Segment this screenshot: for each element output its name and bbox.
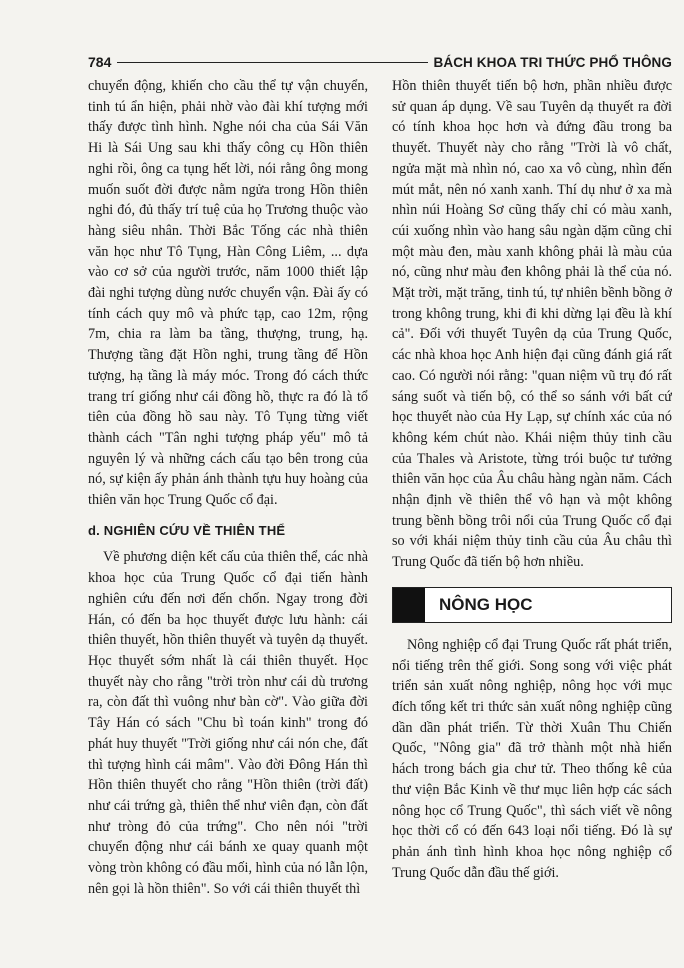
section-heading-box: [392, 587, 672, 623]
page-header: [88, 52, 672, 72]
paragraph: chuyển động, khiến cho cầu thể tự vận chuyển, tinh tú ẩn hiện, phải nhờ vào đài khí tượng mới thấy được tình hình. Nghe nói cha của Sái Văn Hi là Sái Ung sau khi thấy công cụ Hồn thiên nghi rồi, ông ca tụng hết lời, nói rằng ông mong muốn suốt đời được nằm ngửa trong Hồn thiên nghi đó, đủ thấy trí tuệ của họ Trương thuộc vào hàng siêu nhân. Thời Bắc Tống các nhà thiên văn học như Tô Tụng, Hàn Công Liêm, ... dựa vào cơ sở của người trước, năm 1000 thiết lập đài nghi tượng dùng nước chuyển vận. Đài ấy có tính cách quy mô và phức tạp, cao 12m, rộng 7m, chia ra làm ba tầng, thượng, trung, hạ. Thượng tầng đặt Hồn nghi, trung tầng để Hồn tượng, hạ tầng là máy móc. Trong đó cách thức trang trí giống như cái đồng hồ, thực ra đó là tổ tiên của đồng hồ sau này. Tô Tụng từng viết thành cách "Tân nghi tượng pháp yếu" mô tả nguyên lý và những cách cấu tạo bên trong của nó, sự kiện ấy phản ánh thành tựu huy hoàng của thiên văn học Trung Quốc cổ đại.: [88, 78, 368, 509]
page-number: 784: [88, 54, 112, 70]
section-title: NÔNG HỌC: [439, 594, 533, 614]
section-box-fill: [533, 588, 672, 622]
subsection-heading: d. NGHIÊN CỨU VỀ THIÊN THỂ: [88, 522, 286, 538]
section-marker-block: [393, 588, 425, 622]
right-column: [392, 76, 672, 916]
running-title: BÁCH KHOA TRI THỨC PHỔ THÔNG: [433, 54, 672, 70]
paragraph: Nông nghiệp cổ đại Trung Quốc rất phát triển, nổi tiếng trên thế giới. Song song với việc phát triển sản xuất nông nghiệp, nông học với mục đích tổng kết tri thức sản xuất nông nghiệp cũng dần dần phát triển. Từ thời Xuân Thu Chiến Quốc, "Nông gia" đã trở thành một nhà hiển hách trong bách gia chư tử. Theo thống kê của thư viện Bắc Kinh về thư mục liên hợp các sách nông học cổ Trung Quốc", thì sách viết về nông học thời cổ có đến 643 loại nổi tiếng. Đó là sự phản ánh tình hình khoa học nông nghiệp cổ Trung Quốc dẫn đầu thế giới.: [392, 636, 672, 881]
paragraph: Về phương diện kết cấu của thiên thể, các nhà khoa học của Trung Quốc cổ đại tiến hành nghiên cứu đến nơi đến chốn. Ngay trong đời Hán, có đến ba học thuyết được lưu hành: cái thiên thuyết, hồn thiên thuyết và tuyên dạ thuyết. Học thuyết sớm nhất là cái thiên thuyết. Học thuyết này cho rằng "trời tròn như cái dù trương ra, còn đất thì vuông như bàn cờ". Vào giữa đời Tây Hán có sách "Chu bì toán kinh" trong đó phát huy thuyết "Trời giống như cái nón che, đất thì tượng hình cái mâm". Vào đời Đông Hán thì Hồn thiên thuyết cho rằng "Hồn thiên (trời đất) như cái trứng gà, thiên thể như viên đạn, còn đất như tròng đỏ của trứng". Cho nên nói "trời chuyển động như cái bánh xe quay quanh một vòng tròn không có đầu mối, hình của nó lẫn lộn, nên gọi là hồn thiên". So với cái thiên thuyết thì: [88, 549, 368, 897]
header-rule: [117, 62, 427, 63]
paragraph: Hồn thiên thuyết tiến bộ hơn, phần nhiều được sử quan áp dụng. Về sau Tuyên dạ thuyết ra đời có tính khoa học hơn và đứng đầu trong ba thuyết. Thuyết này cho rằng "Trời là vô chất, ngửa mặt mà nhìn nó, cao xa vô cùng, nhìn đến mút mắt, nên nó xanh xanh. Thí dụ như ở xa mà nhìn núi Hoàng Sơ cũng thấy chỉ có màu xanh, cúi xuống nhìn vào hang sâu ngàn dặm cũng chỉ một màu đen, màu xanh không phải là màu của nó, cũng như màu đen không phải là thể của nó. Mặt trời, mặt trăng, tinh tú, tự nhiên bềnh bồng ở trong không trung, khi đi khi dừng lại đều là khí cả". Đối với thuyết Tuyên dạ của Trung Quốc, các nhà khoa học Anh hiện đại cũng đánh giá rất cao. Có người nói rằng: "quan niệm vũ trụ đó rất sáng suốt và tiến bộ, có thể so sánh với bất cứ học thuyết nào của Hy Lạp, sự chính xác của nó không kém chút nào. Khái niệm thủy tinh cầu của Thales và Aristote, từng trói buộc tư tưởng thiên văn học của Âu châu hàng ngàn năm. Cách nhận định về thiên thể vô hạn và một không trung bềnh bồng trôi nổi của Trung Quốc cổ đại so với khái niệm thủy tinh cầu của Âu châu thì Trung Quốc đã tiến bộ hơn nhiều.: [392, 78, 672, 571]
left-column: [88, 76, 368, 916]
